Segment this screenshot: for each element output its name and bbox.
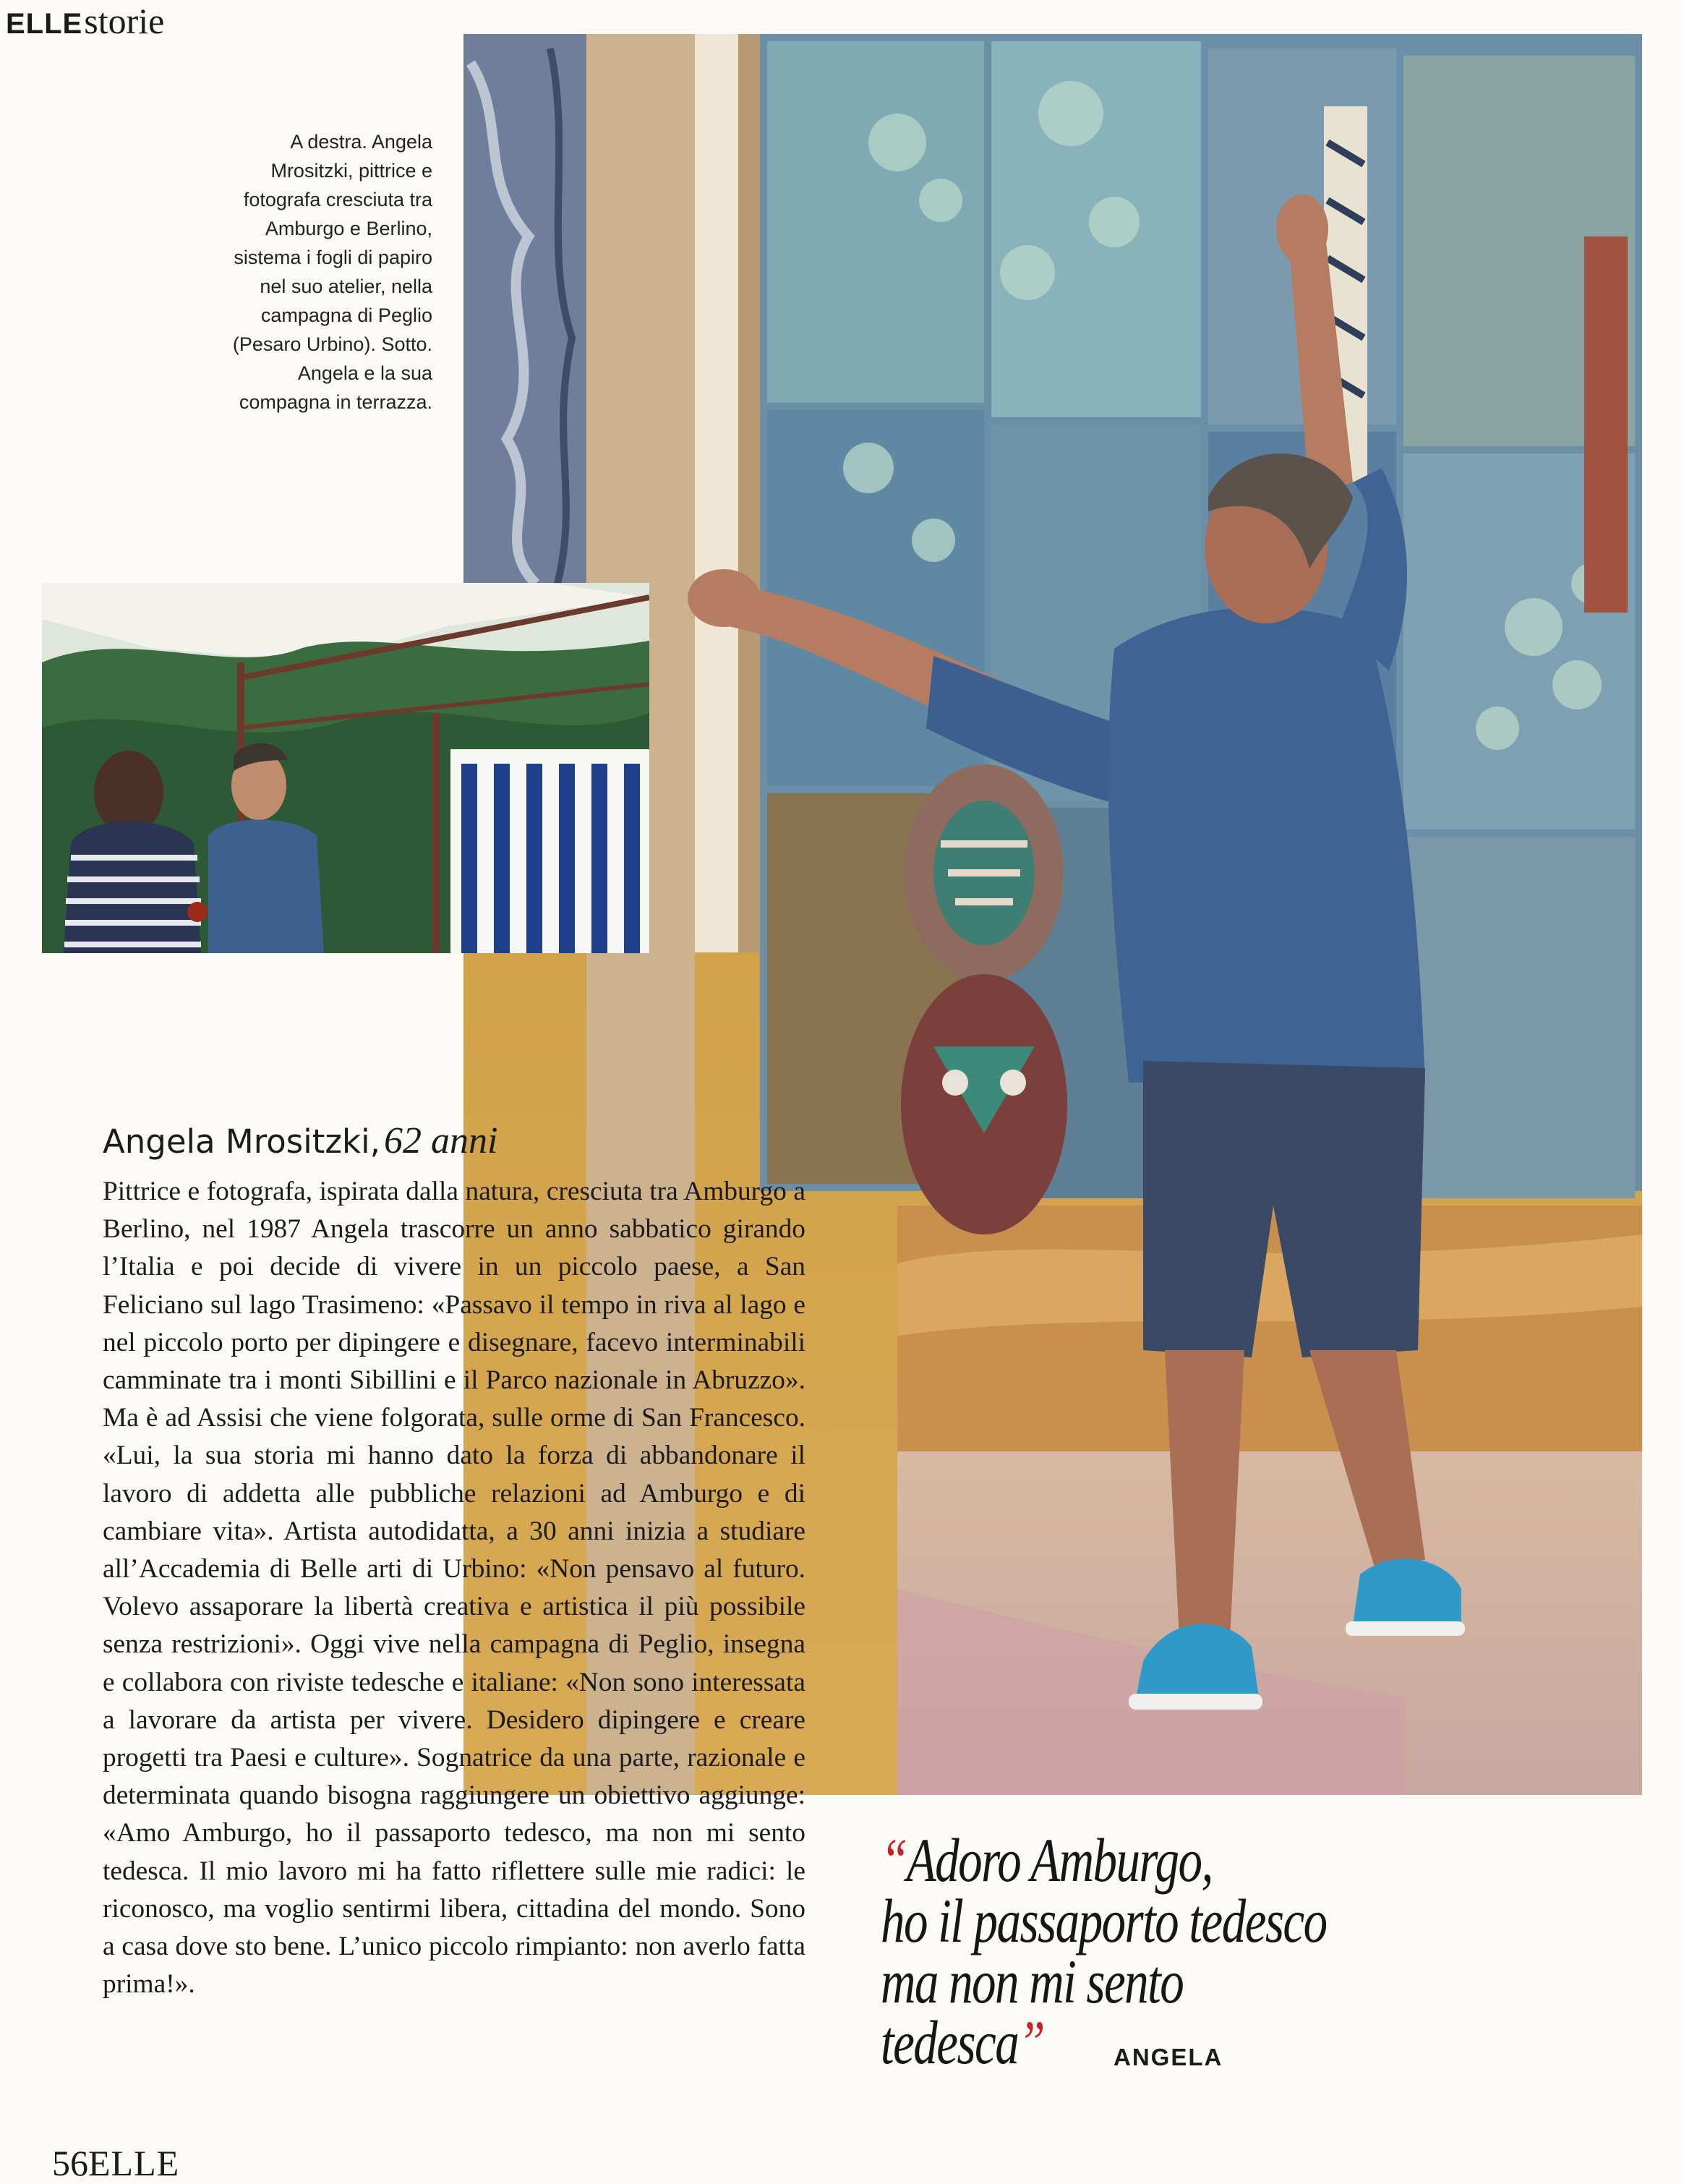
quote-line-4: tedesca <box>881 2008 1019 2077</box>
small-photo-terrace <box>42 583 649 953</box>
subject-name: Angela Mrositzki, <box>103 1122 380 1161</box>
page-footer <box>52 2142 179 2184</box>
quote-line-1: Adoro Amburgo, <box>906 1825 1213 1895</box>
magazine-header <box>6 0 165 41</box>
magazine-brand: ELLE <box>6 8 83 40</box>
section-title: storie <box>84 1 165 41</box>
quote-author: ANGELA <box>1114 2044 1223 2070</box>
pull-quote <box>881 1825 1433 2077</box>
open-quote-mark: “ <box>881 1825 907 1895</box>
photo-caption: A destra. Angela Mrositzki, pittrice e fotografa cresciuta tra Amburgo e Berlino, sistema i fogli di papiro nel suo atelier, nella campagna di Peglio (Pesaro Urbino). Sotto. Angela e la sua compagna in terrazza. <box>232 131 432 413</box>
article-heading <box>103 1119 497 1162</box>
subject-age: 62 anni <box>383 1120 498 1161</box>
close-quote-mark: ” <box>1018 2008 1044 2077</box>
quote-line-3: ma non mi sento <box>881 1947 1184 2016</box>
footer-brand: ELLE <box>88 2143 180 2183</box>
article-body: Pittrice e fotografa, ispirata dalla natura, cresciuta tra Amburgo a Berlino, nel 1987 Angela trascorre un anno sabbatico girando l’Italia e poi decide di vivere in un piccolo paese, a San Feliciano sul lago Trasimeno: «Passavo il tempo in riva al lago e nel piccolo porto per dipingere e disegnare, facevo interminabili camminate tra i monti Sibillini e il Parco nazionale in Abruzzo». Ma è ad Assisi che viene folgorata, sulle orme di San Francesco. «Lui, la sua storia mi hanno dato la forza di abbandonare il lavoro di addetta alle pubbliche relazioni ad Amburgo e di cambiare vita». Artista autodidatta, a 30 anni inizia a studiare all’Accademia di Belle arti di Urbino: «Non pensavo al futuro. Volevo assaporare la libertà creativa e artistica il più possibile senza restrizioni». Oggi vive nella campagna di Peglio, insegna e collabora con riviste tedesche e italiane: «Non sono interessata a lavorare da artista per vivere. Desidero dipingere e creare progetti tra Paesi e culture». Sognatrice da una parte, razionale e determinata quando bisogna raggiungere un obiettivo aggiunge: «Amo Amburgo, ho il passaporto tedesco, ma non mi sento tedesca. Il mio lavoro mi ha fatto riflettere sulle mie radici: le riconosco, ma voglio sentirmi libera, cittadina del mondo. Sono a casa dove sto bene. L’unico piccolo rimpianto: non averlo fatta prima!». <box>103 1177 805 2000</box>
page-number: 56 <box>52 2143 88 2183</box>
quote-line-2: ho il passaporto tedesco <box>881 1886 1327 1955</box>
